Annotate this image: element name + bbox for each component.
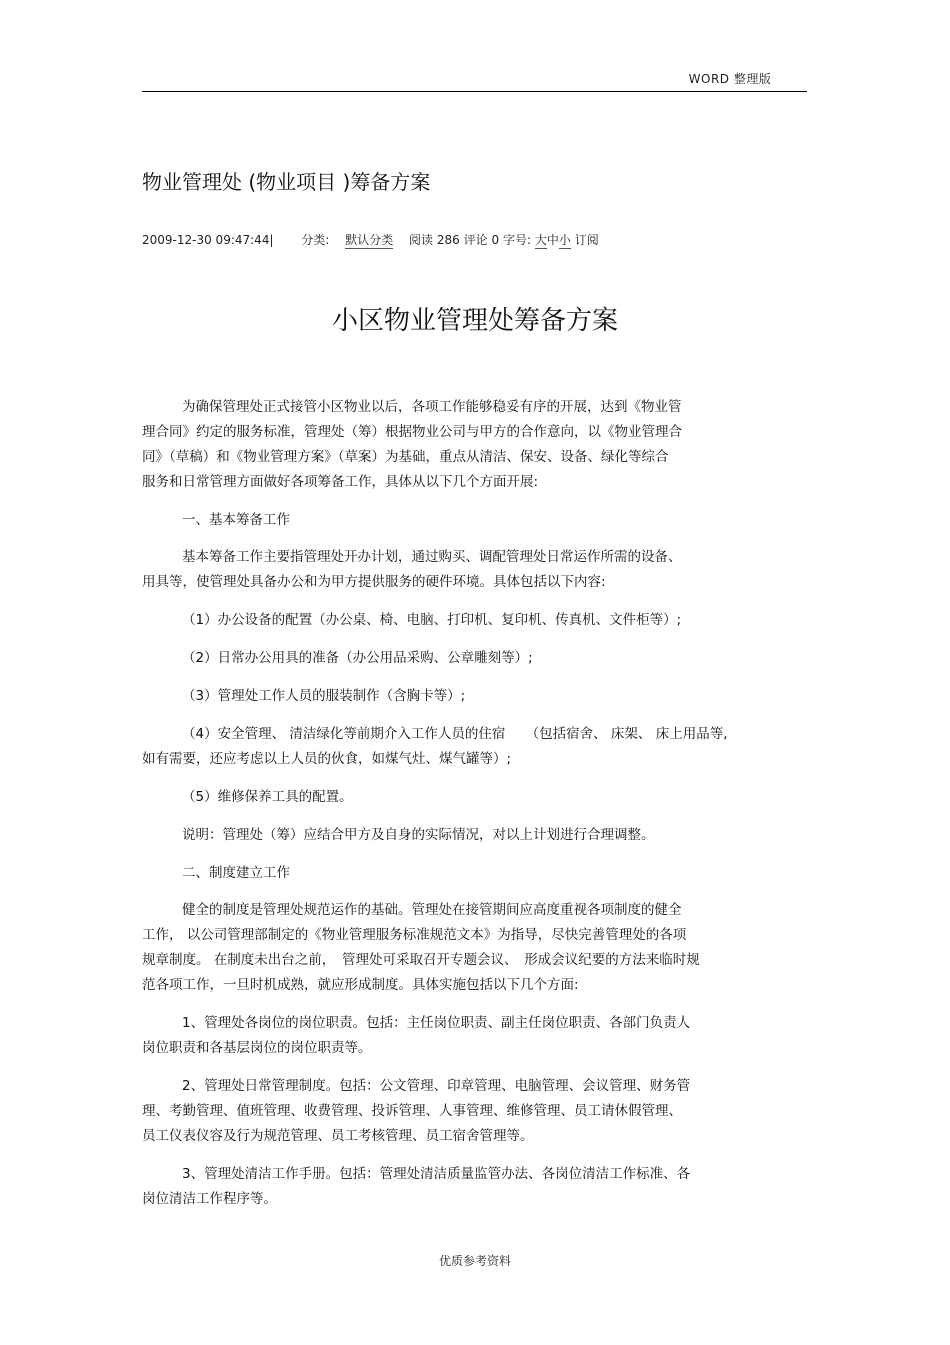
text-line: 范各项工作，一旦时机成熟，就应形成制度。具体实施包括以下几个方面: xyxy=(142,977,579,993)
post-meta xyxy=(142,231,599,248)
paragraph-intro xyxy=(142,395,807,495)
text-line: 2、管理处日常管理制度。包括：公文管理、印章管理、电脑管理、会议管理、财务管 xyxy=(182,1078,691,1094)
subscribe-link[interactable]: 订阅 xyxy=(574,233,599,247)
text-line: 服务和日常管理方面做好各项筹备工作，具体从以下几个方面开展: xyxy=(142,474,539,490)
text-line: 岗位职责和各基层岗位的岗位职责等。 xyxy=(142,1040,372,1056)
text-line: 同》（草稿）和《物业管理方案》（草案）为基础，重点从清洁、保安、设备、绿化等综合 xyxy=(142,449,669,465)
post-title: 物业管理处 (物业项目 )筹备方案 xyxy=(142,170,431,194)
text-line: 用具等，使管理处具备办公和为甲方提供服务的硬件环境。具体包括以下内容: xyxy=(142,574,606,590)
paragraph-basic-prep xyxy=(142,545,807,595)
text-line: 如有需要，还应考虑以上人员的伙食，如煤气灶、煤气罐等）; xyxy=(142,751,512,767)
category-link[interactable]: 默认分类 xyxy=(345,233,394,247)
read-label: 阅读 xyxy=(409,233,434,247)
paragraph-note xyxy=(142,823,807,848)
list-item xyxy=(142,608,807,633)
page-footer: 优质参考资料 xyxy=(438,1254,511,1268)
text-line: 理、考勤管理、值班管理、收费管理、投诉管理、人事管理、维修管理、员工请休假管理、 xyxy=(142,1103,682,1119)
list-item xyxy=(142,1162,807,1212)
font-size-small-link[interactable]: 小 xyxy=(558,233,571,247)
text-line: 员工仪表仪容及行为规范管理、员工考核管理、员工宿舍管理等。 xyxy=(142,1128,534,1144)
fontsize-label: 字号: xyxy=(502,233,531,247)
document-body xyxy=(142,395,807,1225)
post-datetime: 2009-12-30 09:47:44| xyxy=(142,233,274,247)
list-item xyxy=(142,1011,807,1061)
text-line: 岗位清洁工作程序等。 xyxy=(142,1191,277,1207)
text-line: 3、管理处清洁工作手册。包括：管理处清洁质量监管办法、各岗位清洁工作标准、各 xyxy=(182,1166,691,1182)
text-line: 规章制度。 在制度未出台之前， 管理处可采取召开专题会议、 形成会议纪要的方法来临时规 xyxy=(142,952,700,968)
text-line: （2）日常办公用具的准备（办公用品采购、公章雕刻等）; xyxy=(182,650,533,666)
comment-count: 0 xyxy=(491,233,500,247)
text-line: 健全的制度是管理处规范运作的基础。管理处在接管期间应高度重视各项制度的健全 xyxy=(182,902,682,918)
header-label: WORD 整理版 xyxy=(688,72,772,86)
text-line: 为确保管理处正式接管小区物业以后，各项工作能够稳妥有序的开展，达到《物业管 xyxy=(182,399,682,415)
text-line: 一、基本筹备工作 xyxy=(182,512,290,528)
text-line: 理合同》约定的服务标准，管理处（筹）根据物业公司与甲方的合作意向，以《物业管理合 xyxy=(142,424,682,440)
section-heading-2 xyxy=(142,861,807,886)
text-line: （4）安全管理、 清洁绿化等前期介入工作人员的住宿 （包括宿舍、 床架、 床上用品等, xyxy=(182,726,728,742)
paragraph-rules xyxy=(142,898,807,998)
text-line: （3）管理处工作人员的服装制作（含胸卡等）; xyxy=(182,688,466,704)
text-line: 1、管理处各岗位的岗位职责。包括：主任岗位职责、副主任岗位职责、各部门负责人 xyxy=(182,1015,691,1031)
font-size-medium-link[interactable]: 中 xyxy=(546,233,559,247)
text-line: （5）维修保养工具的配置。 xyxy=(182,789,353,805)
font-size-large-link[interactable]: 大 xyxy=(534,233,547,247)
category-label: 分类: xyxy=(301,233,330,247)
text-line: 说明：管理处（筹）应结合甲方及自身的实际情况，对以上计划进行合理调整。 xyxy=(182,827,655,843)
section-heading-1 xyxy=(142,508,807,533)
read-count: 286 xyxy=(436,233,460,247)
text-line: 基本筹备工作主要指管理处开办计划，通过购买、调配管理处日常运作所需的设备、 xyxy=(182,549,682,565)
list-item xyxy=(142,1074,807,1149)
text-line: 二、制度建立工作 xyxy=(182,865,290,881)
list-item xyxy=(142,646,807,671)
list-item xyxy=(142,684,807,709)
text-line: （1）办公设备的配置（办公桌、椅、电脑、打印机、复印机、传真机、文件柜等）; xyxy=(182,612,682,628)
page-header xyxy=(0,70,950,87)
header-divider xyxy=(142,91,807,92)
text-line: 工作， 以公司管理部制定的《物业管理服务标准规范文本》为指导，尽快完善管理处的各项 xyxy=(142,927,687,943)
list-item xyxy=(142,722,807,772)
comment-label: 评论 xyxy=(463,233,488,247)
document-title: 小区物业管理处筹备方案 xyxy=(331,306,618,336)
list-item xyxy=(142,785,807,810)
